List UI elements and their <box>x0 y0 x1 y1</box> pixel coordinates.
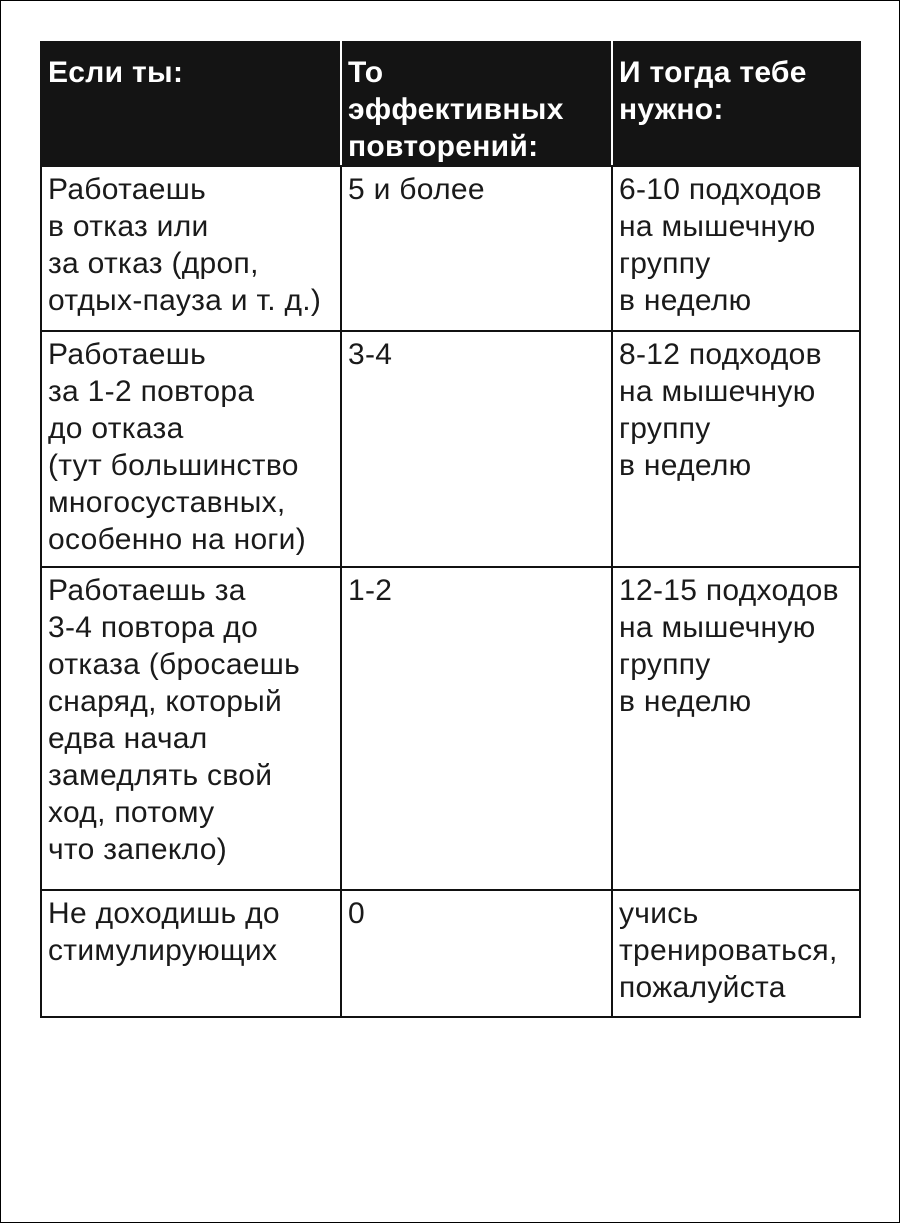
header-row <box>41 42 860 166</box>
cell-sets: 12-15 подходов на мышечную группу в неделю <box>612 567 860 890</box>
table-row <box>41 567 860 890</box>
table-row <box>41 331 860 567</box>
header-sets-needed: И тогда тебе нужно: <box>612 42 860 166</box>
cell-condition: Не доходишь до стимулирующих <box>41 890 341 1017</box>
cell-sets: 8-12 подходов на мышечную группу в неделю <box>612 331 860 567</box>
header-effective-reps: То эффективных повторений: <box>341 42 612 166</box>
table-header <box>41 42 860 166</box>
cell-reps: 1-2 <box>341 567 612 890</box>
table-row <box>41 166 860 331</box>
cell-condition: Работаешь за 3-4 повтора до отказа (бросаешь снаряд, который едва начал замедлять свой ход, потому что запекло) <box>41 567 341 890</box>
cell-reps: 5 и более <box>341 166 612 331</box>
cell-condition: Работаешь в отказ или за отказ (дроп, отдых-пауза и т. д.) <box>41 166 341 331</box>
table-row <box>41 890 860 1017</box>
cell-sets: учись тренироваться, пожалуйста <box>612 890 860 1017</box>
cell-reps: 3-4 <box>341 331 612 567</box>
table-body <box>41 166 860 1017</box>
cell-condition: Работаешь за 1-2 повтора до отказа (тут большинство многосуставных, особенно на ноги) <box>41 331 341 567</box>
header-condition: Если ты: <box>41 42 341 166</box>
cell-sets: 6-10 подходов на мышечную группу в неделю <box>612 166 860 331</box>
cell-reps: 0 <box>341 890 612 1017</box>
training-volume-table <box>40 41 861 1018</box>
